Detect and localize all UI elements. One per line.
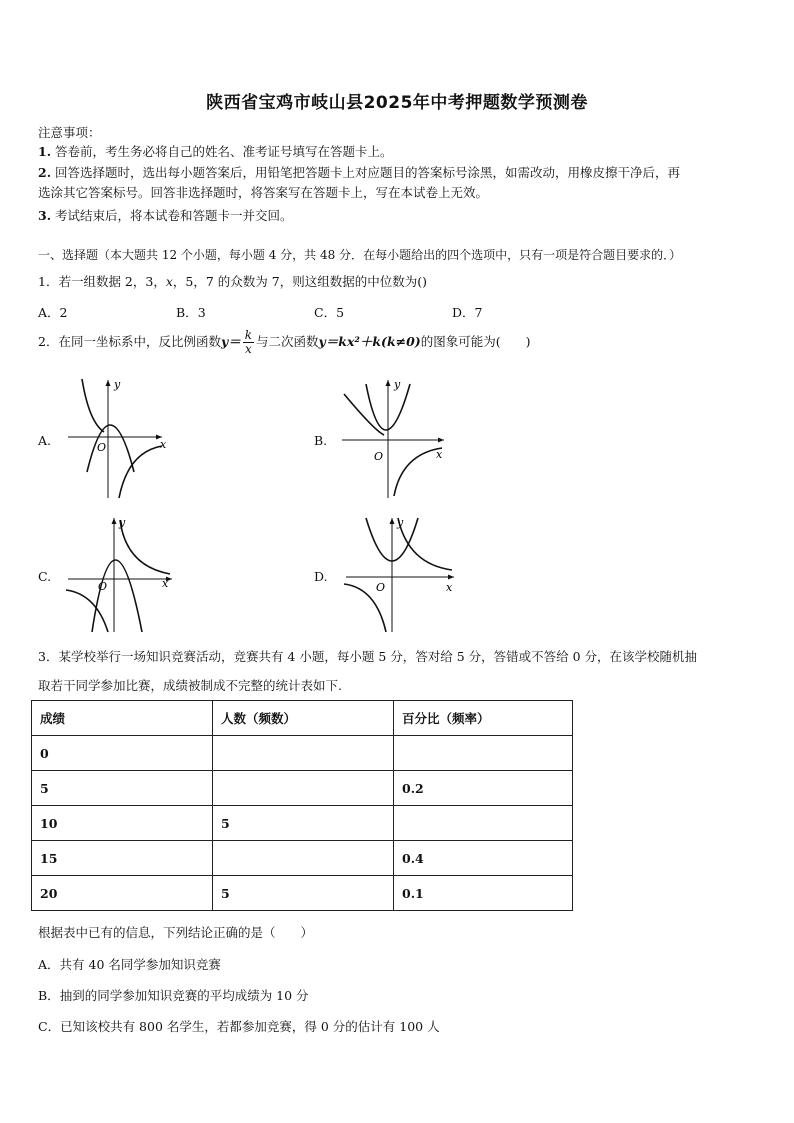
option-text: 7 — [474, 305, 483, 320]
q1-option-b[interactable] — [176, 303, 206, 321]
x-axis-label: x — [162, 577, 169, 590]
q3-option-c[interactable] — [38, 1017, 440, 1035]
table-cell — [394, 806, 573, 841]
q1-option-c[interactable] — [314, 303, 344, 321]
q2-graph-d[interactable] — [340, 514, 460, 634]
option-label: A． — [38, 305, 60, 320]
section-heading: 一、选择题（本大题共 12 个小题，每小题 4 分，共 48 分．在每小题给出的四个选项中，只有一项是符合题目要求的．） — [38, 248, 682, 262]
notice-item-text: 回答选择题时，选出每小题答案后，用铅笔把答题卡上对应题目的答案标号涂黑，如需改动，用橡皮擦干净后，再 — [55, 165, 681, 180]
notice-heading: 注意事项： — [38, 125, 101, 140]
table-row — [32, 736, 573, 771]
notice-item-2 — [38, 163, 680, 181]
table-cell: 5 — [32, 771, 213, 806]
table-cell: 0 — [32, 736, 213, 771]
origin-label: O — [98, 580, 108, 593]
origin-label: O — [376, 581, 386, 594]
table-cell — [213, 841, 394, 876]
question-3-prompt: 根据表中已有的信息，下列结论正确的是（ ） — [38, 925, 314, 940]
option-text: 3 — [197, 305, 206, 320]
notice-item-3 — [38, 206, 293, 224]
table-row — [32, 771, 573, 806]
page-title: 陕西省宝鸡市岐山县2025年中考押题数学预测卷 — [206, 93, 588, 113]
notice-item-num: 2. — [38, 165, 52, 180]
q2-fraction — [243, 329, 254, 356]
option-text: 5 — [336, 305, 345, 320]
table-header-cell: 人数（频数） — [213, 701, 394, 736]
q2-y-eq: y＝ — [220, 334, 241, 349]
q2-stem-post: 的图象可能为( ) — [420, 334, 531, 349]
q2-graph-a[interactable] — [62, 376, 172, 502]
table-cell: 5 — [213, 876, 394, 911]
q1-stem-post: ，5，7 的众数为 7，则这组数据的中位数为() — [172, 274, 427, 289]
q2-stem-pre: 2．在同一坐标系中，反比例函数 — [38, 334, 221, 349]
y-axis-label: y — [119, 516, 126, 529]
q3-option-b[interactable] — [38, 986, 309, 1004]
origin-label: O — [97, 441, 107, 454]
table-row — [32, 876, 573, 911]
option-label: A． — [38, 957, 60, 972]
question-3-stem-line2: 取若干同学参加比赛，成绩被制成不完整的统计表如下. — [38, 678, 342, 693]
q2-option-c-label[interactable]: C. — [38, 569, 52, 584]
table-cell: 5 — [213, 806, 394, 841]
notice-item-1 — [38, 142, 393, 160]
q2-frac-den: x — [244, 342, 252, 356]
table-cell: 20 — [32, 876, 213, 911]
table-cell: 10 — [32, 806, 213, 841]
table-cell: 0.4 — [394, 841, 573, 876]
notice-item-2-cont: 选涂其它答案标号。回答非选择题时，将答案写在答题卡上，写在本试卷上无效。 — [38, 185, 489, 200]
table-header-cell: 成绩 — [32, 701, 213, 736]
notice-item-num: 1. — [38, 144, 52, 159]
table-cell: 0.2 — [394, 771, 573, 806]
table-header-cell: 百分比（频率） — [394, 701, 573, 736]
option-text: 共有 40 名同学参加知识竞赛 — [59, 957, 221, 972]
option-text: 已知该校共有 800 名学生，若都参加竞赛，得 0 分的估计有 100 人 — [60, 1019, 440, 1034]
table-cell — [213, 736, 394, 771]
option-label: B． — [176, 305, 198, 320]
stats-table — [31, 700, 573, 911]
notice-item-num: 3. — [38, 208, 52, 223]
option-label: D． — [452, 305, 475, 320]
x-axis-label: x — [446, 581, 453, 594]
q1-variable: x — [165, 274, 173, 289]
table-cell — [394, 736, 573, 771]
option-text: 抽到的同学参加知识竞赛的平均成绩为 10 分 — [59, 988, 309, 1003]
q2-option-a-label[interactable]: A. — [38, 433, 52, 448]
q2-quadratic: y＝kx²＋k(k≠0) — [318, 334, 421, 349]
q1-option-a[interactable] — [38, 303, 67, 321]
y-axis-label: y — [397, 516, 404, 529]
table-header-row — [32, 701, 573, 736]
table-cell — [213, 771, 394, 806]
y-axis-label: y — [394, 378, 401, 391]
table-row — [32, 806, 573, 841]
x-axis-label: x — [160, 438, 167, 451]
q2-option-d-label[interactable]: D. — [314, 569, 328, 584]
question-2-stem — [38, 329, 530, 356]
option-label: B． — [38, 988, 60, 1003]
q2-stem-mid: 与二次函数 — [256, 334, 319, 349]
table-row — [32, 841, 573, 876]
q2-option-b-label[interactable]: B. — [314, 433, 328, 448]
notice-item-text: 答卷前，考生务必将自己的姓名、准考证号填写在答题卡上。 — [55, 144, 393, 159]
q2-graph-b[interactable] — [336, 376, 448, 502]
q2-graph-c[interactable] — [62, 514, 182, 634]
q3-option-a[interactable] — [38, 955, 221, 973]
question-3-stem-line1: 3．某学校举行一场知识竞赛活动，竞赛共有 4 小题，每小题 5 分，答对给 5 分，答错或不答给 0 分，在该学校随机抽 — [38, 649, 698, 664]
x-axis-label: x — [436, 448, 443, 461]
option-label: C． — [38, 1019, 61, 1034]
table-cell: 0.1 — [394, 876, 573, 911]
q1-option-d[interactable] — [452, 303, 482, 321]
table-cell: 15 — [32, 841, 213, 876]
q1-stem-pre: 1．若一组数据 2，3， — [38, 274, 166, 289]
y-axis-label: y — [114, 378, 121, 391]
option-label: C． — [314, 305, 337, 320]
origin-label: O — [374, 450, 384, 463]
q2-frac-num: k — [244, 328, 253, 342]
notice-item-text: 考试结束后，将本试卷和答题卡一并交回。 — [55, 208, 293, 223]
question-1-stem — [38, 272, 427, 290]
option-text: 2 — [59, 305, 68, 320]
